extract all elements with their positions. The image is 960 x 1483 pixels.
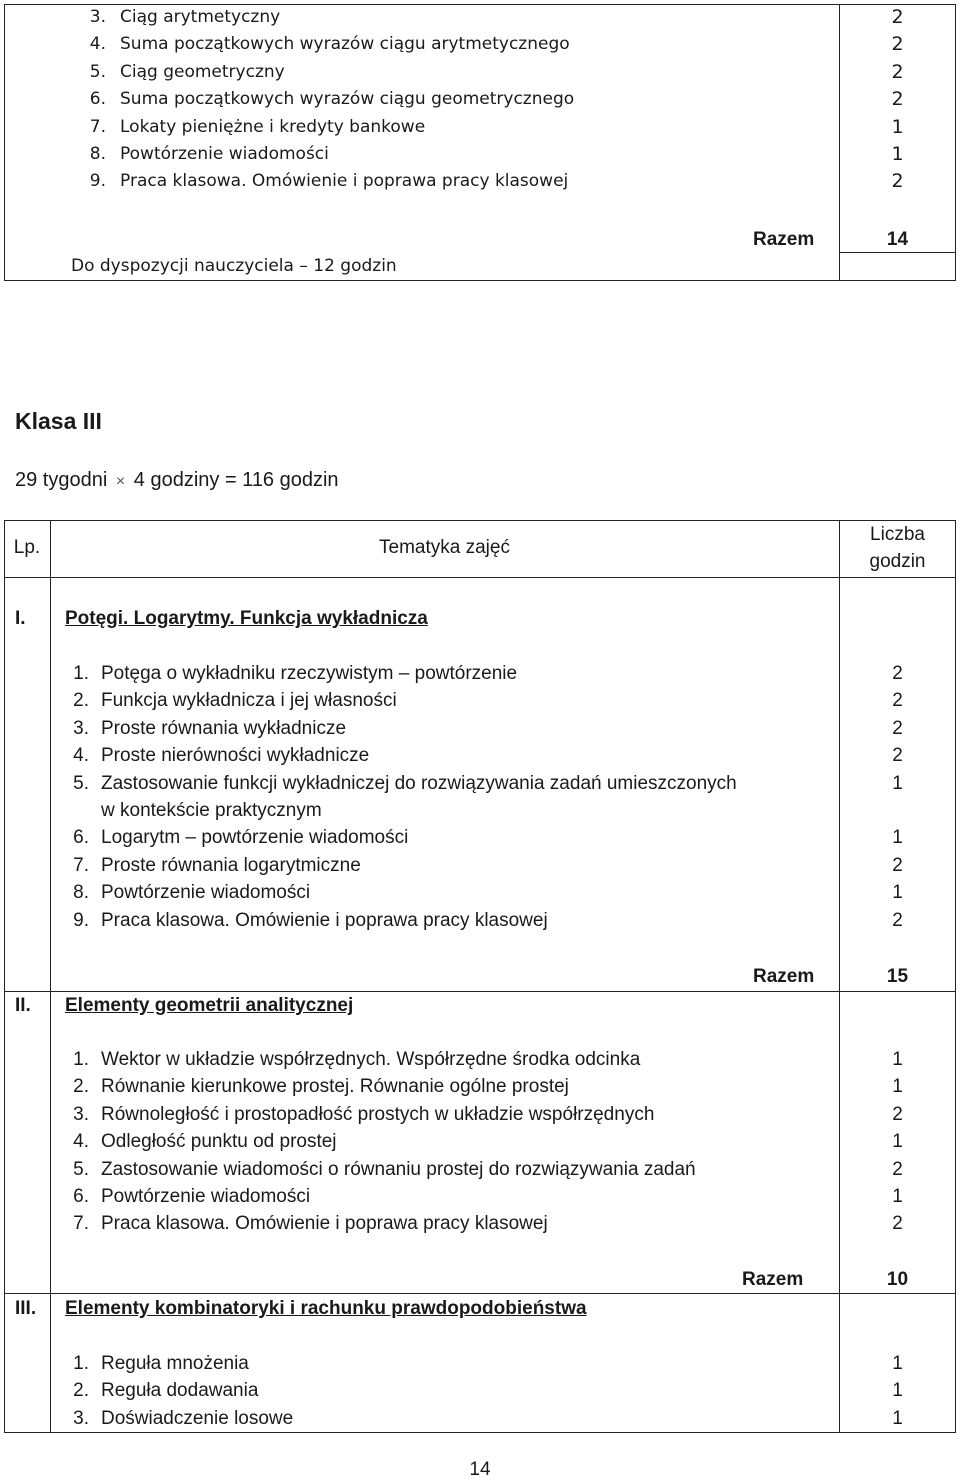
- list-item: 4. Suma początkowych wyrazów ciągu arytmetycznego: [89, 34, 570, 55]
- list-item: 9. Praca klasowa. Omówienie i poprawa pracy klasowej: [73, 909, 548, 931]
- section-number: III.: [15, 1298, 37, 1319]
- razem-label: Razem: [753, 229, 815, 250]
- section-1-hours-list: [839, 660, 956, 934]
- hours-spacer: [839, 797, 956, 824]
- razem-value: 10: [886, 1269, 909, 1290]
- header-topic-text: Tematyka zajęć: [379, 537, 510, 558]
- list-item: 2. Reguła dodawania: [73, 1380, 259, 1402]
- hours-value: 2: [892, 690, 903, 712]
- section-2-hours-list: [839, 1046, 956, 1238]
- section-2-topic-list: [51, 1046, 696, 1238]
- list-item: 2. Funkcja wykładnicza i jej własności: [73, 690, 397, 712]
- section-3-hours-list: [839, 1350, 956, 1432]
- header-hours-line1: Liczba: [870, 524, 925, 545]
- hours-value: 2: [891, 6, 904, 28]
- list-item: 8. Powtórzenie wiadomości: [73, 882, 311, 904]
- top-topic-list: [68, 4, 574, 196]
- section-divider-2: [4, 1293, 955, 1294]
- column-header-hours: [839, 521, 956, 576]
- subtitle-weeks: 29 tygodni: [15, 469, 108, 491]
- hours-value: 2: [892, 745, 903, 767]
- razem-label: Razem: [742, 1269, 804, 1290]
- section-title: Elementy kombinatoryki i rachunku prawdopodobieństwa: [65, 1298, 587, 1319]
- list-item: 5. Ciąg geometryczny: [89, 61, 285, 82]
- column-header-topic: [50, 534, 839, 561]
- hours-value: 2: [892, 663, 903, 684]
- list-item: 3. Równoległość i prostopadłość prostych w układzie współrzędnych: [73, 1103, 655, 1125]
- hours-value: 2: [892, 1213, 903, 1235]
- subtitle-hours: 4 godziny = 116 godzin: [133, 469, 339, 491]
- hours-value: 2: [892, 1103, 903, 1125]
- list-item: 7. Proste równania logarytmiczne: [73, 854, 361, 876]
- header-lp-text: Lp.: [13, 537, 41, 558]
- list-item: 6. Suma początkowych wyrazów ciągu geometrycznego: [89, 89, 575, 110]
- hours-value: 1: [892, 1185, 903, 1207]
- hours-value: 2: [891, 88, 904, 111]
- page-subtitle: [15, 466, 339, 496]
- hours-value: 2: [892, 1158, 903, 1180]
- razem-value: 15: [886, 966, 909, 987]
- hours-value: 2: [891, 33, 904, 56]
- list-item: 3. Proste równania wykładnicze: [73, 717, 347, 739]
- razem-value: 14: [886, 229, 909, 250]
- hours-value: 1: [891, 115, 904, 138]
- hours-value: 1: [892, 1076, 903, 1098]
- top-hours-list: [839, 4, 956, 196]
- section-title: Elementy geometrii analitycznej: [65, 995, 354, 1016]
- hours-value: 1: [892, 772, 903, 794]
- hours-value: 1: [892, 827, 903, 849]
- page-number: 14: [469, 1459, 491, 1480]
- list-item: 5. Zastosowanie wiadomości o równaniu prostej do rozwiązywania zadań: [73, 1158, 696, 1180]
- teacher-hours-note: Do dyspozycji nauczyciela – 12 godzin: [71, 256, 397, 276]
- list-item: 7. Praca klasowa. Omówienie i poprawa pracy klasowej: [73, 1213, 548, 1235]
- section-number: II.: [15, 995, 31, 1016]
- hours-value: 2: [892, 909, 903, 931]
- list-item: 5. Zastosowanie funkcji wykładniczej do rozwiązywania zadań umieszczonych: [73, 772, 737, 794]
- hours-value: 1: [892, 1353, 903, 1374]
- list-item: 1. Reguła mnożenia: [73, 1353, 249, 1374]
- main-table-border-top: [4, 520, 955, 521]
- razem-label: Razem: [753, 966, 815, 987]
- hours-value: 2: [892, 854, 903, 876]
- main-table-header-divider: [4, 577, 955, 578]
- list-item: 2. Równanie kierunkowe prostej. Równanie ogólne prostej: [73, 1076, 569, 1098]
- hours-value: 2: [891, 170, 904, 193]
- hours-value: 1: [891, 142, 904, 165]
- list-item: 6. Logarytm – powtórzenie wiadomości: [73, 827, 409, 849]
- hours-value: 2: [891, 60, 904, 83]
- list-item: 3. Doświadczenie losowe: [73, 1407, 294, 1429]
- list-item: 1. Wektor w układzie współrzędnych. Współrzędne środka odcinka: [73, 1049, 641, 1070]
- list-item: 3. Ciąg arytmetyczny: [89, 7, 281, 27]
- hours-value: 1: [892, 1380, 903, 1402]
- multiply-icon: ×: [115, 473, 126, 490]
- section-3-topic-list: [51, 1350, 293, 1432]
- section-number: I.: [15, 608, 26, 629]
- section-title: Potęgi. Logarytmy. Funkcja wykładnicza: [65, 608, 428, 629]
- list-item-continuation: w kontekście praktycznym: [101, 799, 322, 821]
- list-item: 9. Praca klasowa. Omówienie i poprawa pracy klasowej: [89, 171, 569, 192]
- list-item: 6. Powtórzenie wiadomości: [73, 1185, 311, 1207]
- main-table-col-divider-1: [50, 520, 51, 1433]
- list-item: 7. Lokaty pieniężne i kredyty bankowe: [89, 116, 426, 137]
- list-item: 4. Odległość punktu od prostej: [73, 1131, 337, 1153]
- hours-value: 1: [892, 1407, 903, 1429]
- main-table-border-left: [4, 520, 5, 1433]
- hours-value: 1: [892, 1049, 903, 1070]
- hours-value: 1: [892, 1131, 903, 1153]
- column-header-lp: [4, 534, 50, 561]
- hours-value: 1: [892, 882, 903, 904]
- page-title: Klasa III: [15, 408, 102, 434]
- header-hours-line2: godzin: [869, 551, 926, 573]
- list-item: 1. Potęga o wykładniku rzeczywistym – powtórzenie: [73, 663, 518, 684]
- top-table-border-left: [4, 4, 5, 281]
- list-item: 4. Proste nierówności wykładnicze: [73, 745, 370, 767]
- hours-value: 2: [892, 717, 903, 739]
- section-1-topic-list: [51, 660, 737, 934]
- list-item: 8. Powtórzenie wiadomości: [89, 143, 329, 164]
